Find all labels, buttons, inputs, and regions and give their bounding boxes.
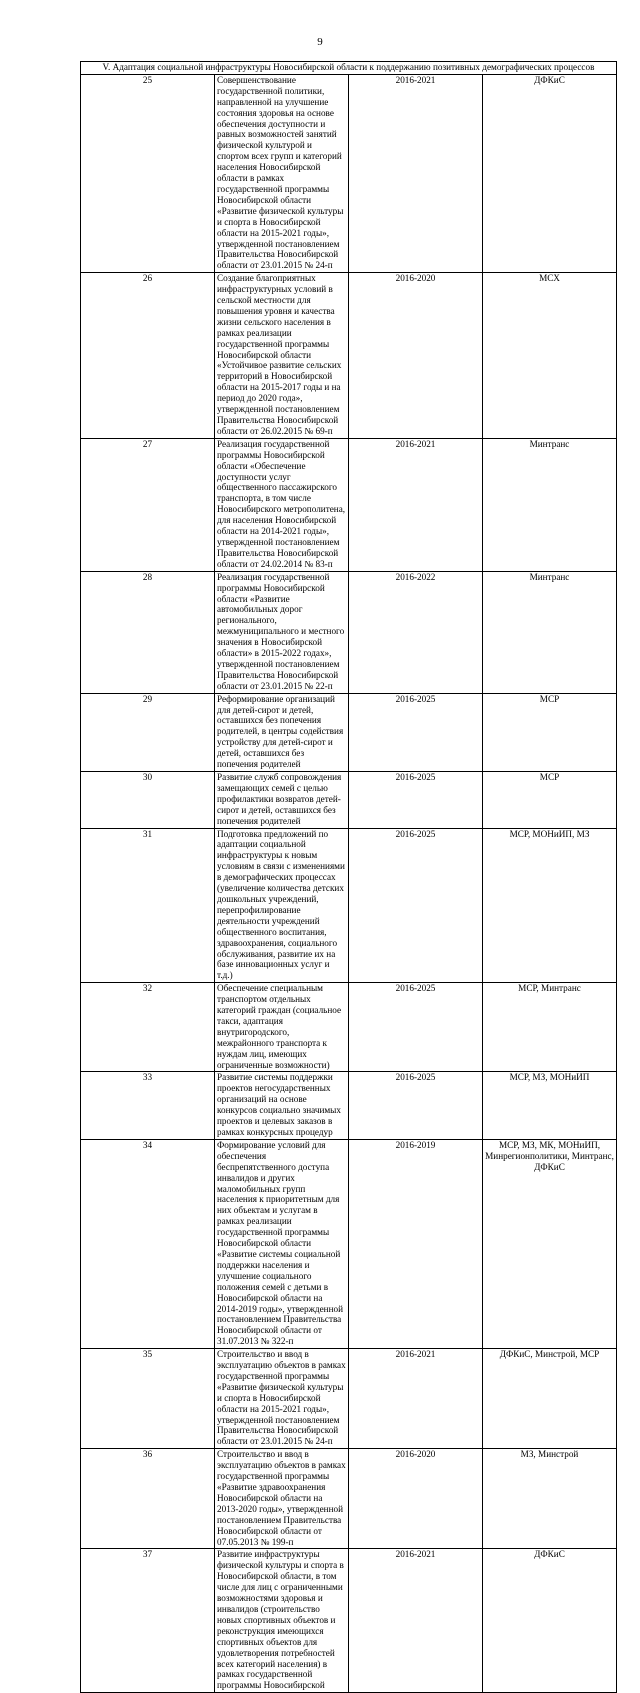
page-number: 9 [317,36,323,48]
executor-cell: МСХ [483,273,617,439]
row-number: 37 [81,1549,215,1693]
measure-text: Совершенствование государственной политики, направленной на улучшение состояния здоровья на основе обеспечения доступности и равных возможностей занятий физической культурой и спортом всех групп и категорий населения Новосибирской области в рамках государственной программы Новосибирской области «Развитие физической культуры и спорта в Новосибирской области на 2015-2021 годы», утвержденной постановлением Правительства Новосибирской области от 23.01.2015 № 24-п [215,74,349,272]
executor-cell: МСР [483,772,617,829]
executor-cell: МСР [483,693,617,771]
executor-cell: Минтранс [483,438,617,571]
measure-text: Обеспечение специальным транспортом отдельных категорий граждан (социальное такси, адаптация внутригородского, межрайонного транспорта к нуждам лиц, имеющих ограниченные возможности) [215,983,349,1072]
table-row [81,983,617,1072]
period-cell: 2016-2020 [349,1449,483,1549]
measures-table-body [81,62,617,1693]
row-number: 30 [81,772,215,829]
executor-cell: МСР, МЗ, МК, МОНиИП, Минрегионполитики, Минтранс, ДФКиС [483,1139,617,1348]
period-cell: 2016-2025 [349,828,483,983]
table-row [81,1549,617,1693]
executor-cell: МСР, МОНиИП, МЗ [483,828,617,983]
period-cell: 2016-2025 [349,983,483,1072]
period-cell: 2016-2025 [349,1072,483,1139]
table-row [81,571,617,693]
executor-cell: ДФКиС [483,1549,617,1693]
period-cell: 2016-2025 [349,772,483,829]
executor-cell: МСР, МЗ, МОНиИП [483,1072,617,1139]
table-row [81,1072,617,1139]
measure-text: Развитие служб сопровождения замещающих семей с целью профилактики возвратов детей-сирот и детей, оставшихся без попечения родителей [215,772,349,829]
measure-text: Развитие системы поддержки проектов негосударственных организаций на основе конкурсов социально значимых проектов и целевых заказов в рамках конкурсных процедур [215,1072,349,1139]
table-row [81,74,617,272]
measure-text: Реализация государственной программы Новосибирской области «Обеспечение доступности услуг общественного пассажирского транспорта, в том числе Новосибирского метрополитена, для населения Новосибирской области на 2014-2021 годы», утвержденной постановлением Правительства Новосибирской области от 24.02.2014 № 83-п [215,438,349,571]
table-row [81,693,617,771]
row-number: 32 [81,983,215,1072]
measure-text: Создание благоприятных инфраструктурных условий в сельской местности для повышения уровня и качества жизни сельского населения в рамках реализации государственной программы Новосибирской области «Устойчивое развитие сельских территорий в Новосибирской области на 2015-2017 годы и на период до 2020 года», утвержденной постановлением Правительства Новосибирской области от 26.02.2015 № 69-п [215,273,349,439]
row-number: 35 [81,1349,215,1449]
row-number: 33 [81,1072,215,1139]
executor-cell: Минтранс [483,571,617,693]
period-cell: 2016-2019 [349,1139,483,1348]
section-title: V. Адаптация социальной инфраструктуры Новосибирской области к поддержанию позитивных демографических процессов [81,62,617,75]
measure-text: Формирование условий для обеспечения беспрепятственного доступа инвалидов и других маломобильных групп населения к приоритетным для них объектам и услугам в рамках реализации государственной программы Новосибирской области «Развитие системы социальной поддержки населения и улучшение социального положения семей с детьми в Новосибирской области на 2014-2019 годы», утвержденной постановлением Правительства Новосибирской области от 31.07.2013 № 322-п [215,1139,349,1348]
period-cell: 2016-2022 [349,571,483,693]
measure-text: Развитие инфраструктуры физической культуры и спорта в Новосибирской области, в том числе для лиц с ограниченными возможностями здоровья и инвалидов (строительство новых спортивных объектов и реконструкция имеющихся спортивных объектов для удовлетворения потребностей всех категорий населения) в рамках государственной программы Новосибирской [215,1549,349,1693]
row-number: 31 [81,828,215,983]
row-number: 27 [81,438,215,571]
executor-cell: ДФКиС, Минстрой, МСР [483,1349,617,1449]
period-cell: 2016-2021 [349,1349,483,1449]
section-header-row [81,62,617,75]
measure-text: Реализация государственной программы Новосибирской области «Развитие автомобильных дорог регионального, межмуниципального и местного значения в Новосибирской области» в 2015-2022 годах», утвержденной постановлением Правительства Новосибирской области от 23.01.2015 № 22-п [215,571,349,693]
row-number: 28 [81,571,215,693]
table-row [81,828,617,983]
executor-cell: МЗ, Минстрой [483,1449,617,1549]
row-number: 26 [81,273,215,439]
measures-table [80,61,617,1693]
measure-text: Подготовка предложений по адаптации социальной инфраструктуры к новым условиям в связи с изменениями в демографических процессах (увеличение количества детских дошкольных учреждений, перепрофилирование деятельности учреждений общественного воспитания, здравоохранения, социального обслуживания, развитие их на базе инновационных услуг и т.д.) [215,828,349,983]
table-row [81,1449,617,1549]
row-number: 36 [81,1449,215,1549]
executor-cell: ДФКиС [483,74,617,272]
measure-text: Реформирование организаций для детей-сирот и детей, оставшихся без попечения родителей, в центры содействия устройству для детей-сирот и детей, оставшихся без попечения родителей [215,693,349,771]
measure-text: Строительство и ввод в эксплуатацию объектов в рамках государственной программы «Развитие физической культуры и спорта в Новосибирской области на 2015-2021 годы», утвержденной постановлением Правительства Новосибирской области от 23.01.2015 № 24-п [215,1349,349,1449]
table-row [81,273,617,439]
executor-cell: МСР, Минтранс [483,983,617,1072]
row-number: 29 [81,693,215,771]
table-row [81,1139,617,1348]
table-row [81,1349,617,1449]
row-number: 34 [81,1139,215,1348]
period-cell: 2016-2020 [349,273,483,439]
measure-text: Строительство и ввод в эксплуатацию объектов в рамках государственной программы «Развитие здравоохранения Новосибирской области на 2013-2020 годы», утвержденной постановлением Правительства Новосибирской области от 07.05.2013 № 199-п [215,1449,349,1549]
period-cell: 2016-2021 [349,74,483,272]
table-row [81,772,617,829]
period-cell: 2016-2021 [349,438,483,571]
table-row [81,438,617,571]
period-cell: 2016-2021 [349,1549,483,1693]
row-number: 25 [81,74,215,272]
period-cell: 2016-2025 [349,693,483,771]
